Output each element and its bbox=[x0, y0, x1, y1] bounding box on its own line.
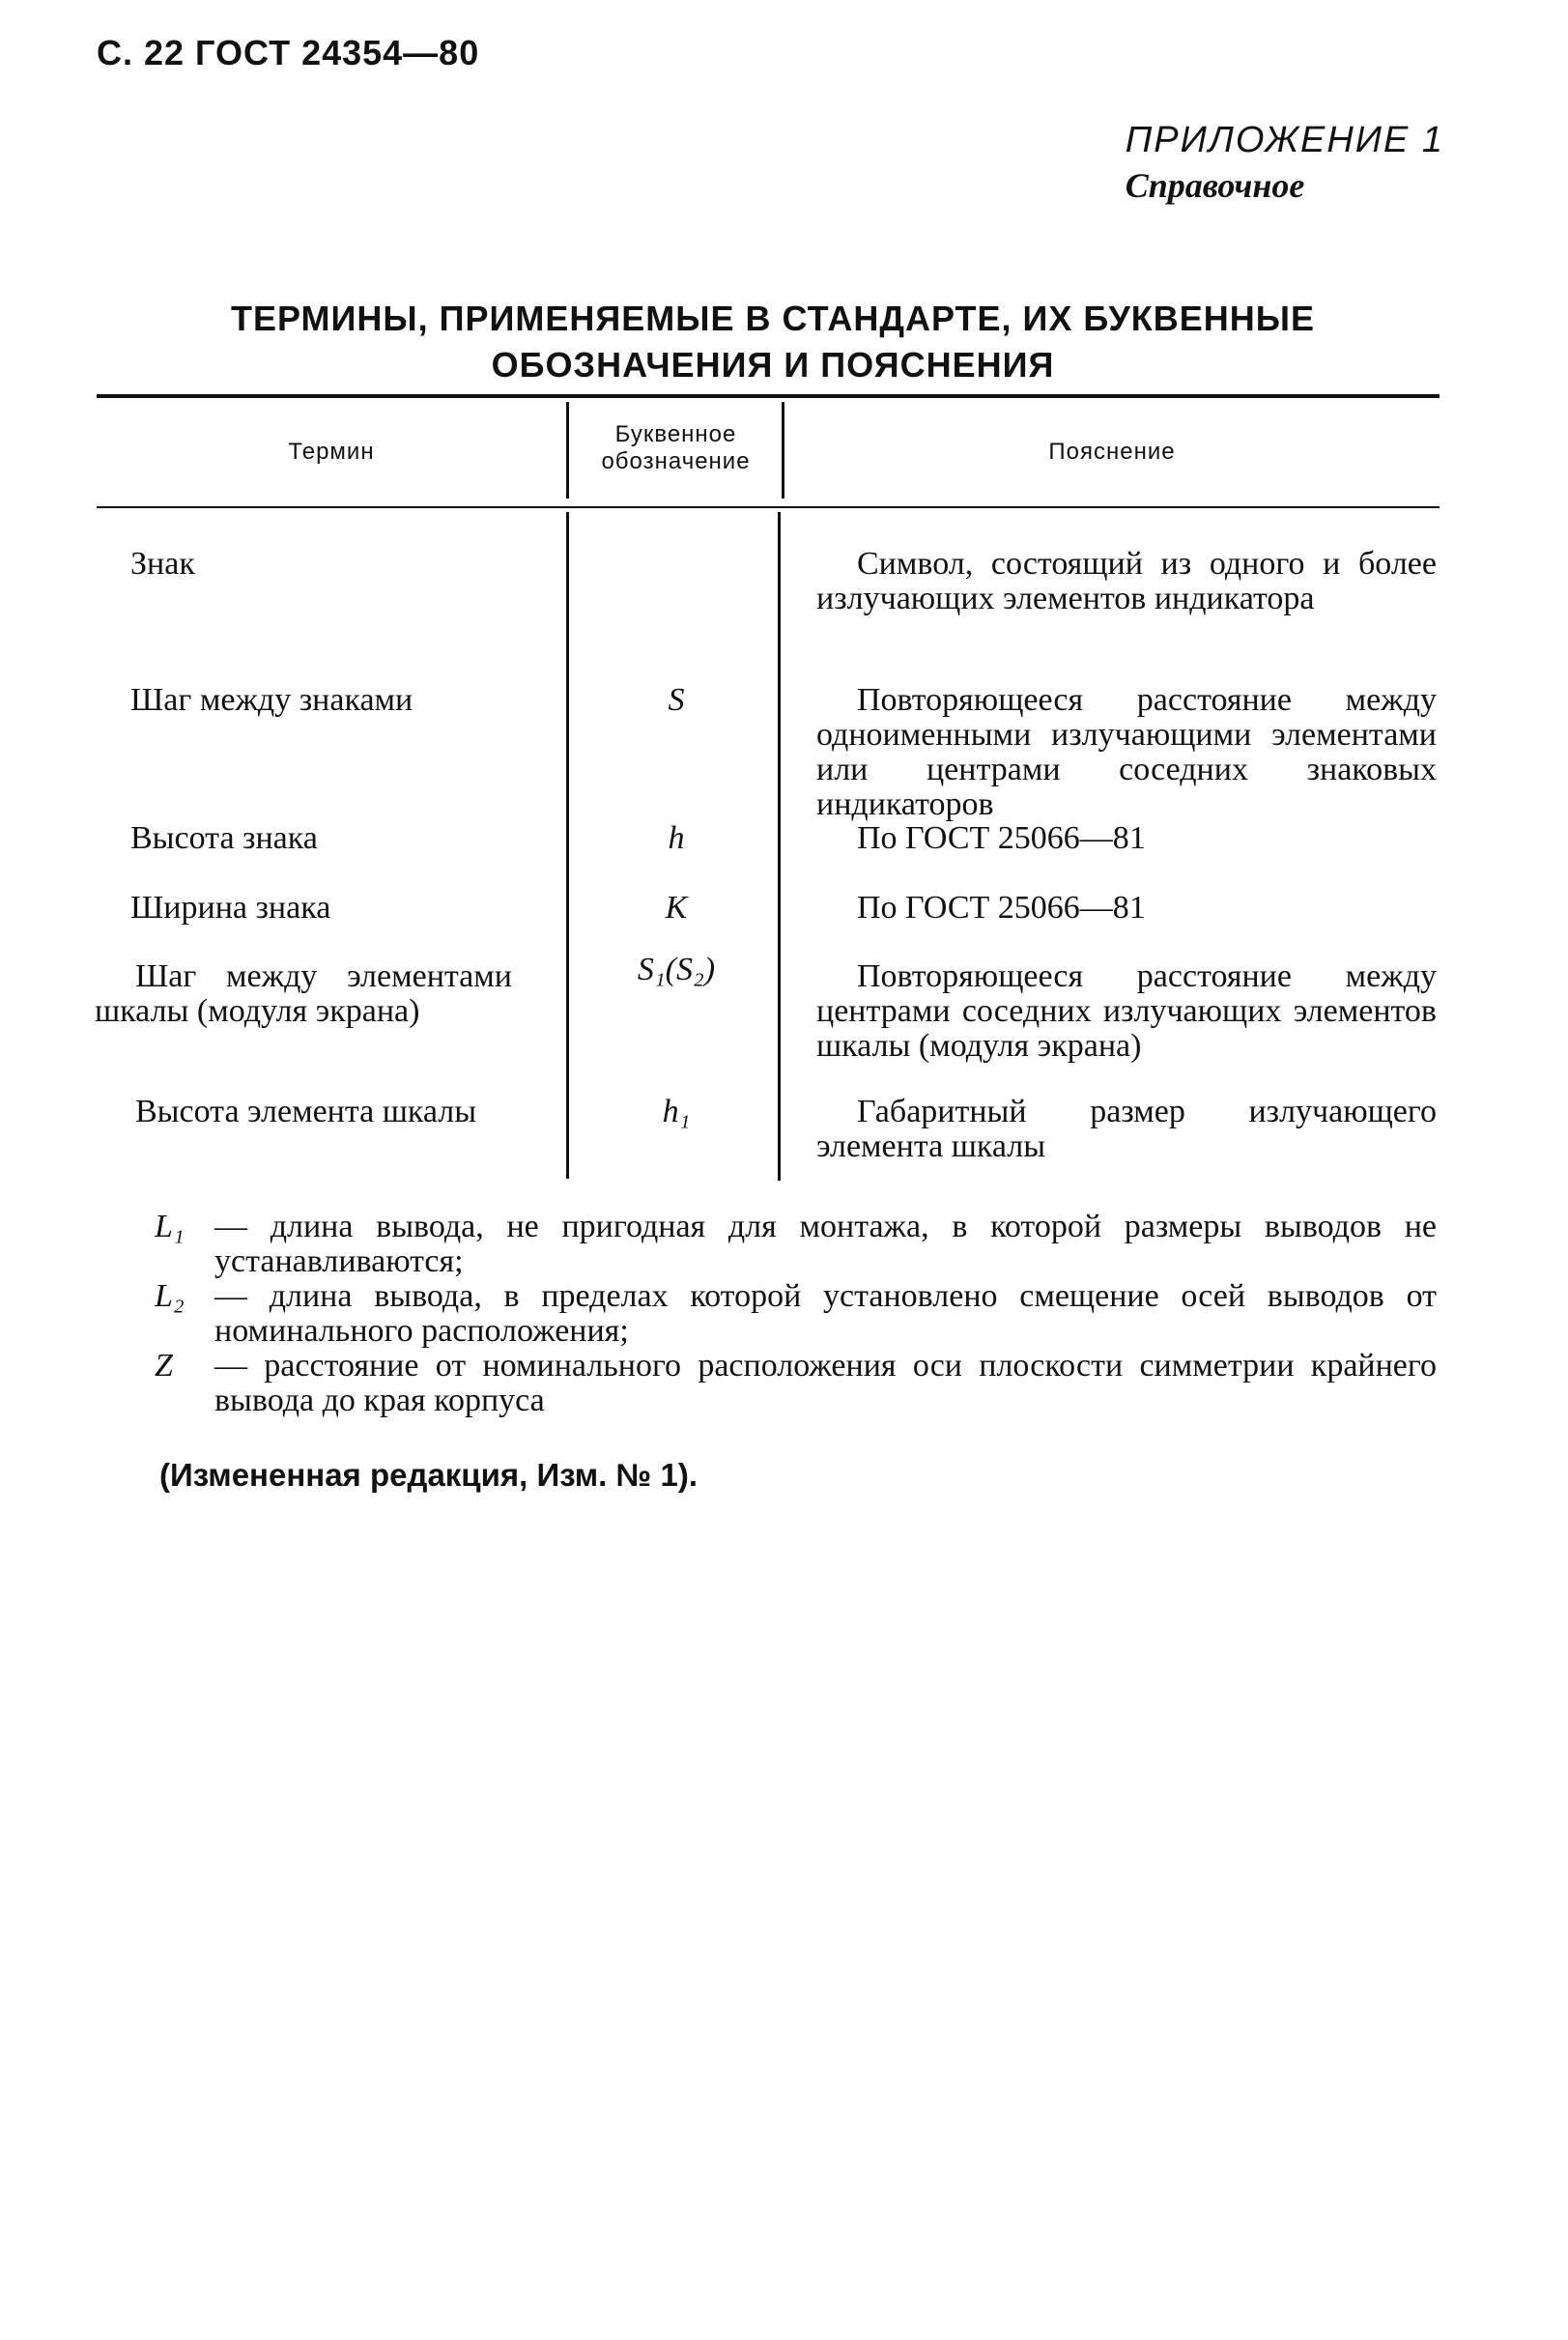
table-row-explanation: Повторяющееся расстояние между центрами соседних излучающих элементов шкалы (модуля экрана) bbox=[816, 958, 1437, 1064]
note-text: — длина вывода, не пригодная для монтажа, в которой размеры выводов не устанавливаются; bbox=[214, 1209, 1437, 1279]
table-row-term: Знак bbox=[130, 546, 195, 582]
table-row-explanation: По ГОСТ 25066—81 bbox=[857, 820, 1146, 856]
table-row-term: Высота элемента шкалы bbox=[135, 1094, 477, 1129]
appendix-subtitle: Справочное bbox=[1125, 166, 1305, 205]
table-row-symbol: S bbox=[668, 682, 685, 718]
table-header-rule bbox=[97, 506, 1440, 508]
table-row-symbol: h₁ bbox=[662, 1094, 691, 1129]
note-text: — длина вывода, в пределах которой установлено смещение осей выводов от номинального расположения; bbox=[214, 1278, 1437, 1349]
column-divider-left-body bbox=[566, 512, 569, 1179]
table-row-explanation: Габаритный размер излучающего элемента шкалы bbox=[816, 1094, 1437, 1164]
column-header-symbol-line-1: Буквенное bbox=[614, 421, 737, 447]
column-divider-left-header bbox=[566, 402, 569, 499]
note-symbol: Z bbox=[155, 1348, 173, 1384]
table-row-explanation: Повторяющееся расстояние между одноименными излучающими элементами или центрами соседних знаковых индикаторов bbox=[816, 682, 1437, 822]
table-row-symbol: h bbox=[668, 820, 685, 856]
table-row-explanation: Символ, состоящий из одного и более излучающих элементов индикатора bbox=[816, 546, 1437, 616]
table-top-rule bbox=[97, 394, 1440, 398]
note-symbol: L₁ bbox=[155, 1209, 185, 1244]
appendix-label bbox=[1126, 120, 1444, 206]
document-title-line-2: ОБОЗНАЧЕНИЯ И ПОЯСНЕНИЯ bbox=[491, 345, 1055, 385]
column-header-term: Термин bbox=[288, 439, 375, 465]
table-row-term: Ширина знака bbox=[130, 890, 331, 926]
page-header: С. 22 ГОСТ 24354—80 bbox=[97, 33, 480, 72]
document-title bbox=[97, 296, 1449, 388]
table-row-term: Шаг между знаками bbox=[130, 682, 413, 718]
appendix-title: ПРИЛОЖЕНИЕ 1 bbox=[1125, 120, 1444, 160]
column-header-symbol-line-2: обозначение bbox=[601, 448, 751, 474]
revision-note: (Измененная редакция, Изм. № 1). bbox=[159, 1457, 698, 1493]
note-item bbox=[0, 1349, 1568, 1426]
note-item bbox=[0, 1210, 1568, 1287]
table-row-term: Высота знака bbox=[130, 820, 318, 856]
table-row-term: Шаг между элементами шкалы (модуля экрана) bbox=[95, 958, 512, 1029]
table-row-explanation: По ГОСТ 25066—81 bbox=[857, 890, 1146, 926]
column-header-symbol bbox=[570, 421, 782, 475]
note-symbol: L₂ bbox=[155, 1278, 185, 1314]
document-title-line-1: ТЕРМИНЫ, ПРИМЕНЯЕМЫЕ В СТАНДАРТЕ, ИХ БУКВЕННЫЕ bbox=[230, 299, 1316, 338]
note-item bbox=[0, 1279, 1568, 1356]
column-divider-right-body bbox=[778, 512, 781, 1181]
note-text: — расстояние от номинального расположения оси плоскости симметрии крайнего вывода до края корпуса bbox=[214, 1348, 1437, 1418]
table-row-symbol: K bbox=[665, 890, 688, 926]
table-row-symbol: S₁(S₂) bbox=[637, 952, 716, 987]
column-header-explanation: Пояснение bbox=[1048, 439, 1176, 465]
